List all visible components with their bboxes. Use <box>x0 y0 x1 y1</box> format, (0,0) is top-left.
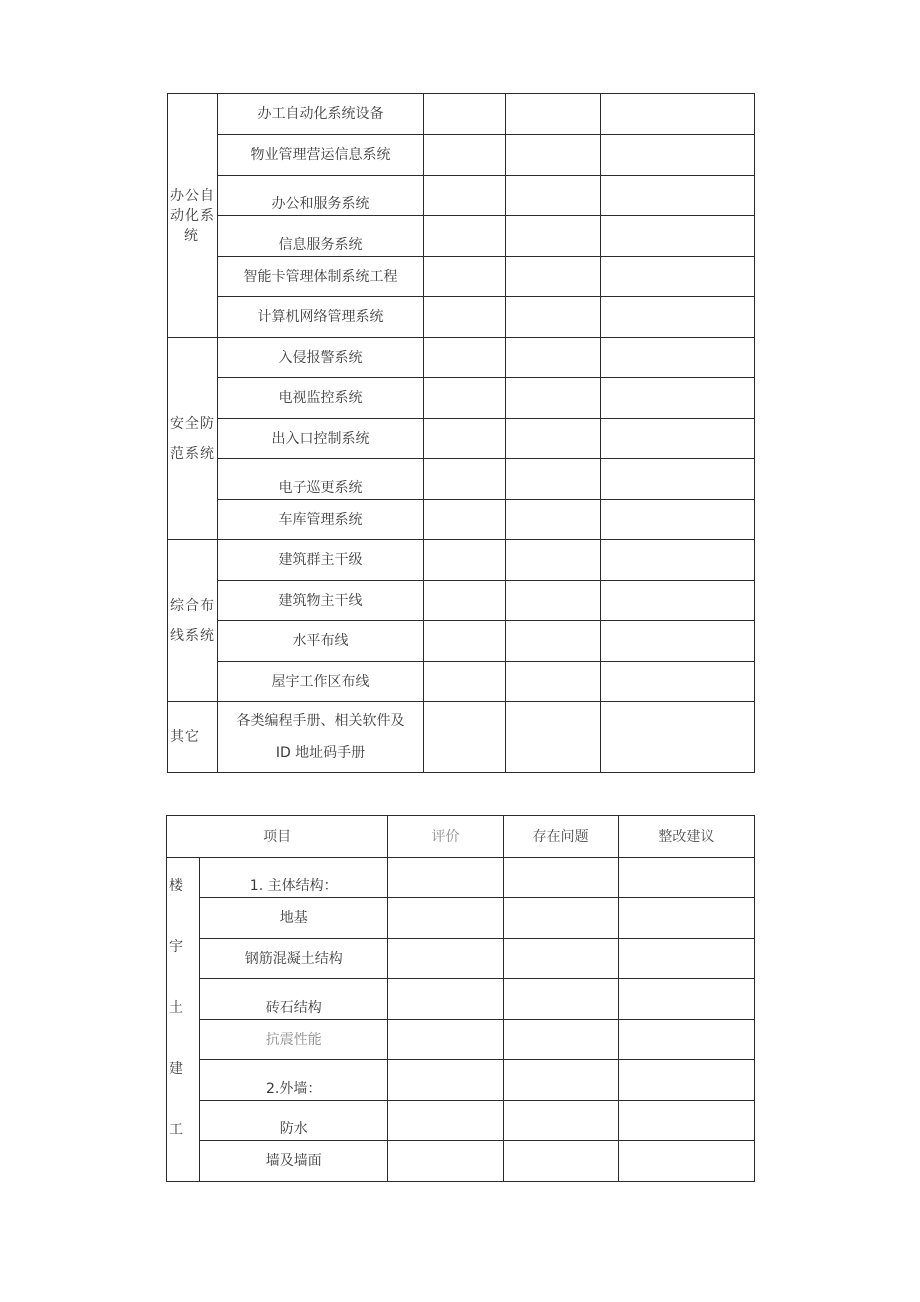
header-suggestions: 整改建议 <box>618 816 754 858</box>
blank-cell[interactable] <box>424 702 506 773</box>
blank-cell[interactable] <box>601 257 755 297</box>
system-inspection-table <box>167 93 755 773</box>
blank-cell[interactable] <box>503 898 618 939</box>
blank-cell[interactable] <box>506 378 601 419</box>
blank-cell[interactable] <box>506 297 601 338</box>
blank-cell[interactable] <box>601 94 755 135</box>
item-cell: 屋宇工作区布线 <box>218 662 424 702</box>
blank-cell[interactable] <box>424 459 506 500</box>
blank-cell[interactable] <box>424 216 506 257</box>
blank-cell[interactable] <box>618 979 754 1020</box>
blank-cell[interactable] <box>601 500 755 540</box>
blank-cell[interactable] <box>506 500 601 540</box>
blank-cell[interactable] <box>618 898 754 939</box>
blank-cell[interactable] <box>424 94 506 135</box>
blank-cell[interactable] <box>424 581 506 621</box>
blank-cell[interactable] <box>601 297 755 338</box>
blank-cell[interactable] <box>424 297 506 338</box>
item-cell: 车库管理系统 <box>218 500 424 540</box>
blank-cell[interactable] <box>618 1101 754 1141</box>
blank-cell[interactable] <box>506 419 601 459</box>
item-cell: 2.外墙： <box>200 1060 388 1101</box>
item-cell: 建筑物主干线 <box>218 581 424 621</box>
item-cell: 信息服务系统 <box>218 216 424 257</box>
item-cell: 建筑群主干级 <box>218 540 424 581</box>
item-cell: 砖石结构 <box>200 979 388 1020</box>
blank-cell[interactable] <box>424 621 506 662</box>
item-cell: 计算机网络管理系统 <box>218 297 424 338</box>
item-cell: 各类编程手册、相关软件及 ID 地址码手册 <box>218 702 424 773</box>
item-cell: 抗震性能 <box>200 1020 388 1060</box>
blank-cell[interactable] <box>506 702 601 773</box>
blank-cell[interactable] <box>503 1060 618 1101</box>
blank-cell[interactable] <box>506 621 601 662</box>
item-cell: 电视监控系统 <box>218 378 424 419</box>
blank-cell[interactable] <box>618 1141 754 1182</box>
item-cell: 钢筋混凝土结构 <box>200 939 388 979</box>
blank-cell[interactable] <box>601 338 755 378</box>
blank-cell[interactable] <box>506 662 601 702</box>
blank-cell[interactable] <box>601 378 755 419</box>
category-building-civil: 楼 宇 土 建 工 <box>167 858 200 1182</box>
blank-cell[interactable] <box>506 176 601 216</box>
item-cell: 出入口控制系统 <box>218 419 424 459</box>
item-cell: 水平布线 <box>218 621 424 662</box>
blank-cell[interactable] <box>618 1060 754 1101</box>
blank-cell[interactable] <box>601 662 755 702</box>
blank-cell[interactable] <box>388 1060 503 1101</box>
blank-cell[interactable] <box>424 257 506 297</box>
blank-cell[interactable] <box>601 419 755 459</box>
item-cell: 入侵报警系统 <box>218 338 424 378</box>
blank-cell[interactable] <box>503 1101 618 1141</box>
blank-cell[interactable] <box>601 702 755 773</box>
item-cell: 办工自动化系统设备 <box>218 94 424 135</box>
item-cell: 电子巡更系统 <box>218 459 424 500</box>
category-office-automation: 办公自 动化系 统 <box>168 94 218 338</box>
item-cell: 智能卡管理体制系统工程 <box>218 257 424 297</box>
blank-cell[interactable] <box>424 500 506 540</box>
blank-cell[interactable] <box>424 135 506 176</box>
category-security: 安全防 范系统 <box>168 338 218 540</box>
blank-cell[interactable] <box>506 216 601 257</box>
item-cell: 墙及墙面 <box>200 1141 388 1182</box>
blank-cell[interactable] <box>503 1141 618 1182</box>
blank-cell[interactable] <box>388 939 503 979</box>
item-cell: 1. 主体结构： <box>200 858 388 898</box>
blank-cell[interactable] <box>506 135 601 176</box>
blank-cell[interactable] <box>506 338 601 378</box>
blank-cell[interactable] <box>388 1141 503 1182</box>
blank-cell[interactable] <box>601 176 755 216</box>
building-inspection-table <box>166 815 755 1182</box>
blank-cell[interactable] <box>424 419 506 459</box>
blank-cell[interactable] <box>506 540 601 581</box>
item-cell: 地基 <box>200 898 388 939</box>
blank-cell[interactable] <box>506 94 601 135</box>
blank-cell[interactable] <box>424 338 506 378</box>
blank-cell[interactable] <box>424 540 506 581</box>
blank-cell[interactable] <box>388 979 503 1020</box>
blank-cell[interactable] <box>388 858 503 898</box>
header-issues: 存在问题 <box>503 816 618 858</box>
blank-cell[interactable] <box>424 176 506 216</box>
blank-cell[interactable] <box>388 1101 503 1141</box>
blank-cell[interactable] <box>601 581 755 621</box>
blank-cell[interactable] <box>506 459 601 500</box>
blank-cell[interactable] <box>618 1020 754 1060</box>
blank-cell[interactable] <box>503 979 618 1020</box>
blank-cell[interactable] <box>618 858 754 898</box>
blank-cell[interactable] <box>503 858 618 898</box>
category-cabling: 综合布 线系统 <box>168 540 218 702</box>
blank-cell[interactable] <box>503 939 618 979</box>
blank-cell[interactable] <box>506 581 601 621</box>
blank-cell[interactable] <box>388 1020 503 1060</box>
blank-cell[interactable] <box>388 898 503 939</box>
blank-cell[interactable] <box>601 135 755 176</box>
blank-cell[interactable] <box>424 378 506 419</box>
blank-cell[interactable] <box>424 662 506 702</box>
blank-cell[interactable] <box>601 459 755 500</box>
item-cell: 防水 <box>200 1101 388 1141</box>
header-item: 项目 <box>167 816 388 858</box>
header-evaluation: 评价 <box>388 816 503 858</box>
blank-cell[interactable] <box>601 621 755 662</box>
blank-cell[interactable] <box>503 1020 618 1060</box>
category-other: 其它 <box>168 702 218 773</box>
item-cell: 办公和服务系统 <box>218 176 424 216</box>
blank-cell[interactable] <box>618 939 754 979</box>
blank-cell[interactable] <box>601 216 755 257</box>
blank-cell[interactable] <box>601 540 755 581</box>
item-cell: 物业管理营运信息系统 <box>218 135 424 176</box>
blank-cell[interactable] <box>506 257 601 297</box>
